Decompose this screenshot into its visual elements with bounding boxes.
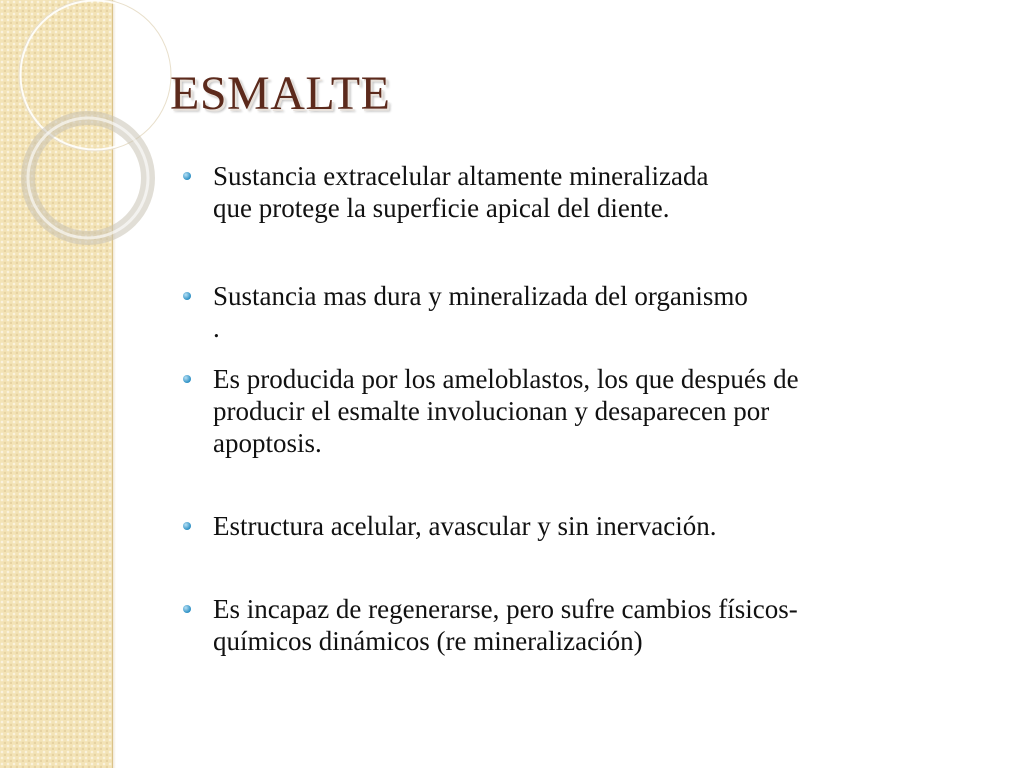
bullet-item [178,593,978,657]
bullet-icon [183,605,191,613]
bullet-item [178,160,978,224]
bullet-text: Sustancia extracelular altamente mineralizada que protege la superficie apical del diente. [213,161,709,223]
decorative-rings-icon [0,0,200,300]
bullet-icon [183,172,191,180]
bullet-icon [183,375,191,383]
slide-title: ESMALTE [170,67,391,120]
bullet-item [178,363,978,459]
bullet-icon [183,292,191,300]
bullet-text: Es producida por los ameloblastos, los que después de producir el esmalte involucionan y desaparecen por apoptosis. [213,364,799,458]
bullet-text: Estructura acelular, avascular y sin inervación. [213,511,717,541]
bullet-text: Sustancia mas dura y mineralizada del organismo . [213,281,748,343]
bullet-item [178,280,978,344]
bullet-icon [183,522,191,530]
bullet-text: Es incapaz de regenerarse, pero sufre cambios físicos- químicos dinámicos (re mineralización) [213,594,798,656]
bullet-item [178,510,978,542]
